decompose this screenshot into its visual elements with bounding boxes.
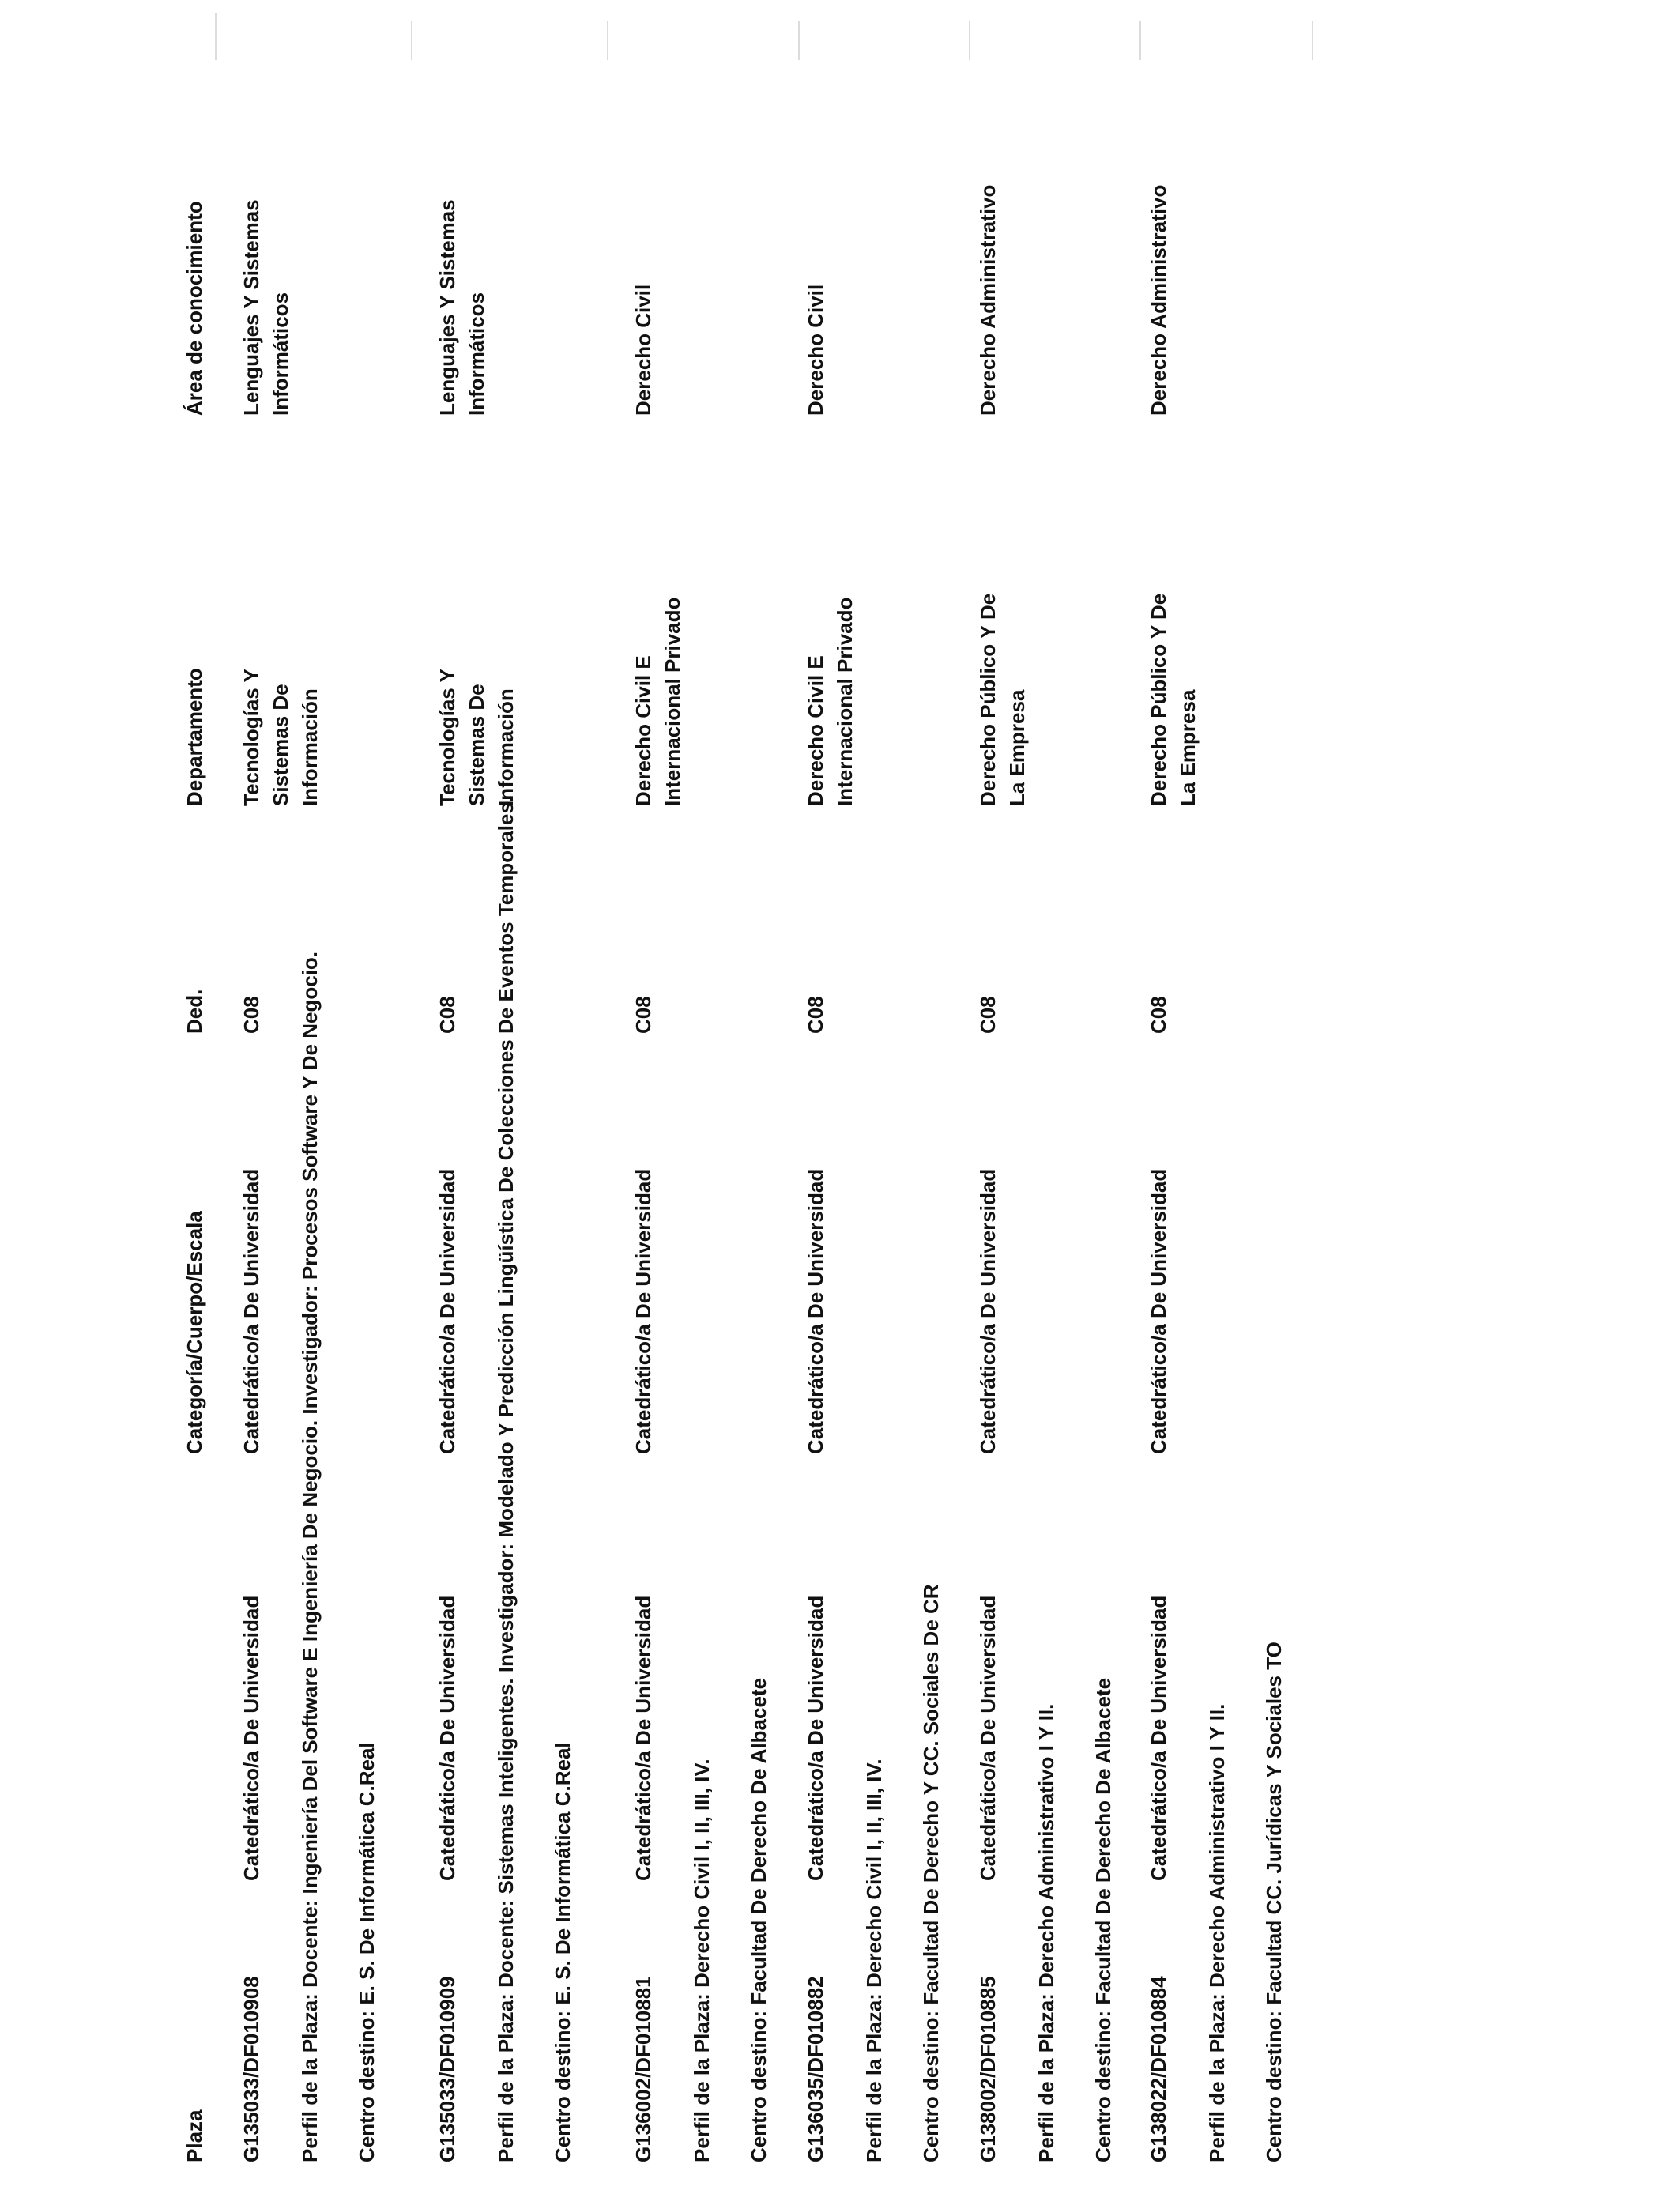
plaza-category: Catedrático/a De Universidad [804,1595,827,1881]
perfil-text: Perfil de la Plaza: Derecho Civil I, II, III, IV. [862,1759,886,2162]
category-cell: Catedrático/a De Universidad [976,1168,1000,1454]
category-cell: Catedrático/a De Universidad [631,1168,655,1454]
dedication-cell: C08 [804,996,827,1034]
plaza-code: G135033/DF010909 [435,1976,459,2162]
dedication-cell: C08 [435,996,459,1034]
separator [969,21,970,60]
dedication-cell: C08 [976,996,1000,1034]
perfil-text: Perfil de la Plaza: Docente: Sistemas Inteligentes. Investigador: Modelado Y Predicción Lingüística De Colecciones De Eventos Temporales. [494,796,518,2162]
plaza-category: Catedrático/a De Universidad [1147,1595,1170,1881]
perfil-text: Perfil de la Plaza: Derecho Civil I, II, III, IV. [690,1759,714,2162]
plaza-code: G138002/DF010885 [976,1976,1000,2162]
plaza-category: Catedrático/a De Universidad [976,1595,1000,1881]
plaza-category: Catedrático/a De Universidad [435,1595,459,1881]
separator [607,21,608,60]
plaza-code: G138022/DF010884 [1147,1976,1170,2162]
separator [1312,21,1313,60]
centro-destino: Centro destino: E. S. De Informática C.Real [551,1742,574,2162]
category-cell: Catedrático/a De Universidad [804,1168,827,1454]
area-cell: Derecho Administrativo [1147,184,1170,416]
perfil-text: Perfil de la Plaza: Docente: Ingeniería Del Software E Ingeniería De Negocio. Investigador: Procesos Software Y De Negocio. [298,951,322,2162]
dedication-cell: C08 [1147,996,1170,1034]
dedication-cell: C08 [239,996,263,1034]
department-cell: Derecho Público Y De La Empresa [1147,593,1200,806]
area-cell: Derecho Civil [804,284,827,416]
centro-destino: Centro destino: Facultad De Derecho De Albacete [1091,1677,1115,2162]
header-plaza: Plaza [183,2109,206,2162]
separator [411,21,412,60]
plaza-code: G136035/DF010882 [804,1976,827,2162]
area-cell: Lenguajes Y Sistemas Informáticos [435,199,488,416]
header-departamento: Departamento [183,668,206,806]
area-cell: Derecho Administrativo [976,184,1000,416]
area-cell: Lenguajes Y Sistemas Informáticos [239,199,292,416]
department-cell: Derecho Civil E Internacional Privado [631,597,684,806]
header-dedicacion: Ded. [183,989,206,1034]
plaza-code: G136002/DF010881 [631,1976,655,2162]
perfil-text: Perfil de la Plaza: Derecho Administrativo I Y II. [1034,1703,1058,2162]
header-area: Área de conocimiento [183,201,206,416]
centro-destino: Centro destino: Facultad De Derecho De Albacete [747,1677,770,2162]
separator [1139,21,1141,60]
dedication-cell: C08 [631,996,655,1034]
plaza-code: G135033/DF010908 [239,1976,263,2162]
separator [215,13,217,60]
centro-destino: Centro destino: E. S. De Informática C.Real [355,1742,379,2162]
perfil-text: Perfil de la Plaza: Derecho Administrativo I Y II. [1205,1703,1229,2162]
category-cell: Catedrático/a De Universidad [239,1168,263,1454]
department-cell: Tecnologías Y Sistemas De Información [435,669,518,806]
separator [798,21,800,60]
plaza-category: Catedrático/a De Universidad [239,1595,263,1881]
department-cell: Tecnologías Y Sistemas De Información [239,669,322,806]
header-categoria: Categoría/Cuerpo/Escala [183,1211,206,1454]
category-cell: Catedrático/a De Universidad [435,1168,459,1454]
plaza-category: Catedrático/a De Universidad [631,1595,655,1881]
centro-destino: Centro destino: Facultad De Derecho Y CC. Sociales De CR [919,1584,943,2162]
department-cell: Derecho Civil E Internacional Privado [804,597,857,806]
category-cell: Catedrático/a De Universidad [1147,1168,1170,1454]
centro-destino: Centro destino: Facultad CC. Jurídicas Y Sociales TO [1262,1642,1286,2162]
area-cell: Derecho Civil [631,284,655,416]
department-cell: Derecho Público Y De La Empresa [976,593,1029,806]
